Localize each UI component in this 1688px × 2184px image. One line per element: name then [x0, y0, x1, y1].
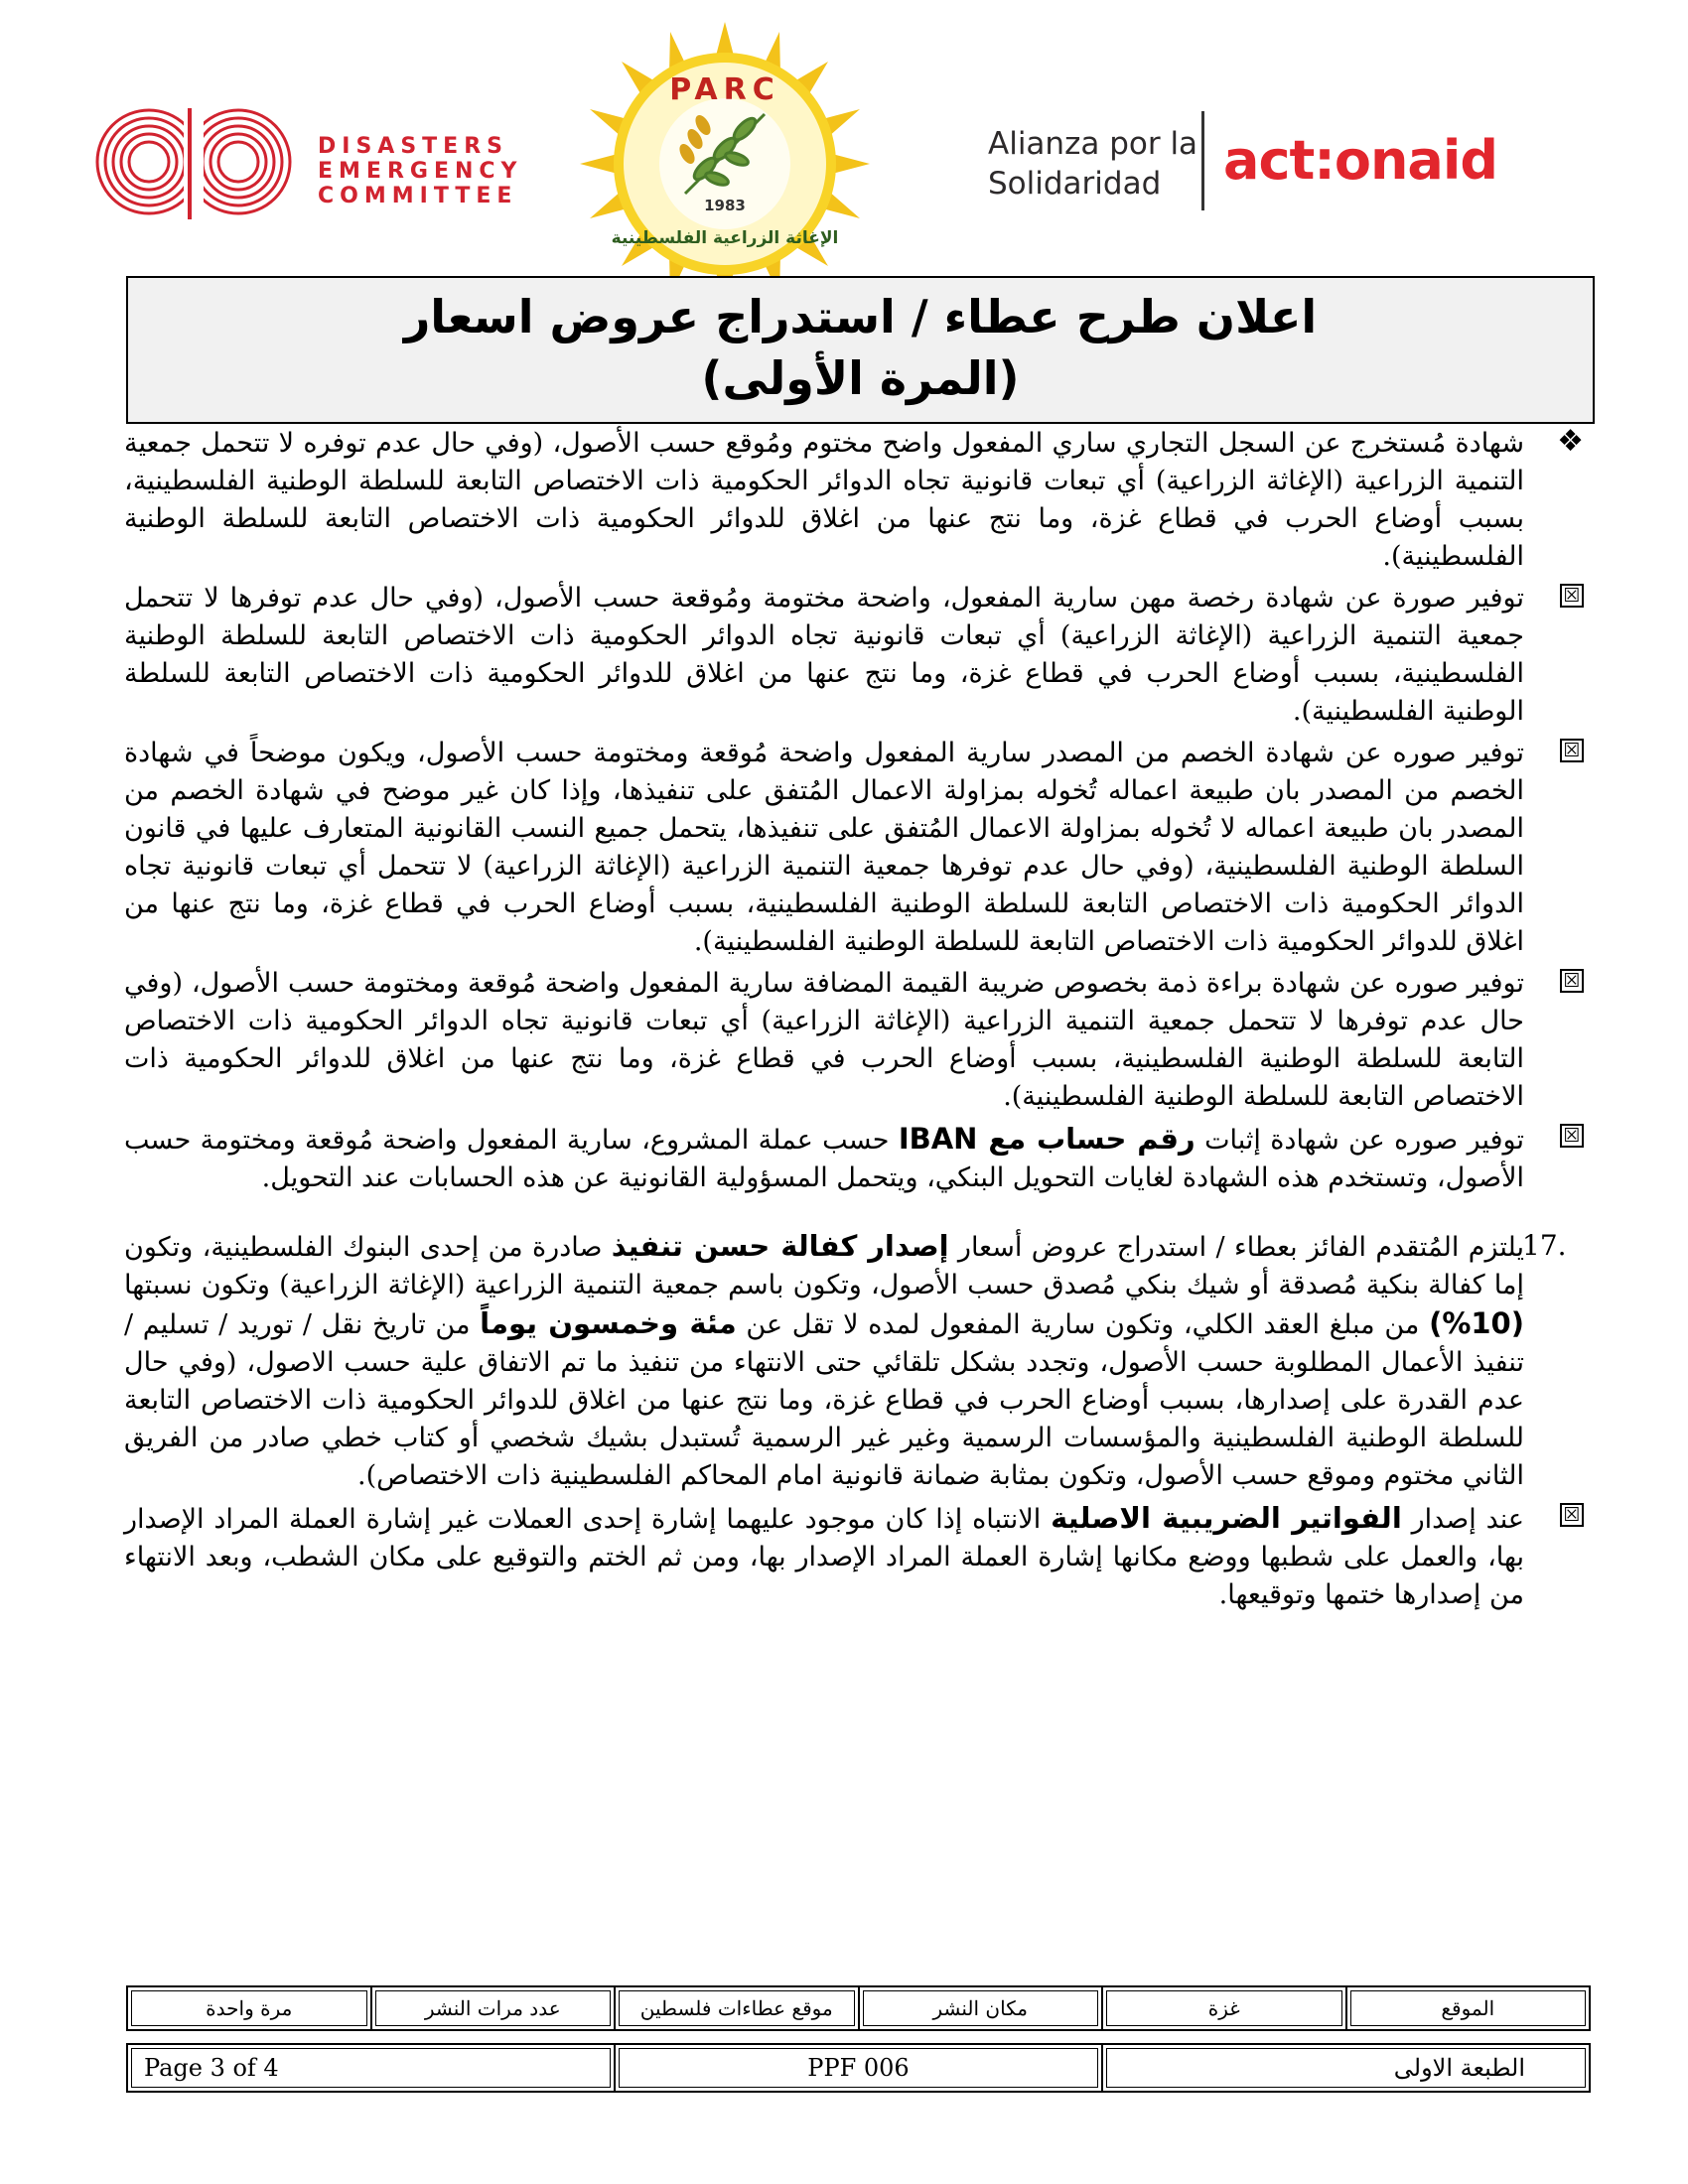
- parc-year: 1983: [704, 197, 746, 214]
- footer-cell: [371, 1986, 616, 2030]
- footer-cell: [1102, 2044, 1590, 2092]
- footer-form-code: PPF 006: [619, 2048, 1098, 2088]
- item-text-pre: عند إصدار: [1401, 1504, 1524, 1535]
- item-text: توفير صورة عن شهادة رخصة مهن سارية المفعول، واضحة مختومة ومُوقعة حسب الأصول، (وفي حال عدم توفرها لا تتحمل جمعية التنمية الزراعية (الإغاثة الزراعية) أي تبعات قانونية تجاه الدوائر الحكومية ذات الاختصاص التابعة للسلطة الوطنية الفلسطينية، بسبب أوضاع الحرب في قطاع غزة، وما نتج عنها من اغلاق للدوائر الحكومية ذات الاختصاص التابعة للسلطة الوطنية الفلسطينية).: [124, 583, 1524, 727]
- list-item-withholding-tax: [124, 735, 1581, 961]
- alianza-line1: Alianza por la: [988, 126, 1198, 162]
- parc-logo: [576, 20, 874, 308]
- item-text-pre: يلتزم المُتقدم الفائز بعطاء / استدراج عروض أسعار: [948, 1232, 1524, 1263]
- footer-value-publish-count: مرة واحدة: [131, 1990, 367, 2026]
- list-item-vat-clearance: [124, 965, 1581, 1116]
- item-text-mid1: صادرة من إحدى البنوك الفلسطينية، وتكون إما كفالة بنكية مُصدقة أو شيك بنكي مُصدق حسب الأصول، وتكون باسم جمعية التنمية الزراعية (الإغاثة الزراعية) وتكون نسبتها: [124, 1232, 1524, 1300]
- footer-cell: [127, 1986, 371, 2030]
- checkbox-bullet-icon: ☒: [1560, 739, 1584, 762]
- list-item-bank-account: [124, 1120, 1581, 1197]
- item-text-mid2: من مبلغ العقد الكلي، وتكون سارية المفعول لمده لا تقل عن: [736, 1309, 1430, 1340]
- diamond-bullet-icon: ❖: [1557, 424, 1584, 459]
- logo-divider: [1201, 111, 1204, 210]
- footer-page-table: [126, 2043, 1591, 2093]
- item-text-bold-days: مئة وخمسون يوماً: [480, 1306, 737, 1340]
- item-text-post: الانتباه إذا كان موجود عليهما إشارة إحدى العملات غير إشارة العملة المراد الإصدار بها، والعمل على شطبها ووضع مكانها إشارة العملة المراد الإصدار بها، ومن ثم الختم والتوقيع على مكان الشطب، وبعد الانتهاء من إصدارها ختمها وتوقيعها.: [124, 1504, 1524, 1610]
- dec-line1: DISASTERS: [318, 134, 508, 159]
- footer-cell: [1346, 1986, 1591, 2030]
- footer-label-publish-count: عدد مرات النشر: [375, 1990, 612, 2026]
- parc-name: PARC: [669, 72, 780, 107]
- footer-value-location: غزة: [1106, 1990, 1342, 2026]
- title-box: [126, 276, 1595, 424]
- footer-value-publish-place: موقع عطاءات فلسطين: [619, 1990, 855, 2026]
- list-item-professions-license: [124, 580, 1581, 731]
- page-subtitle: (المرة الأولى): [701, 351, 1020, 405]
- item-text-bold-bond: إصدار كفالة حسن تنفيذ: [611, 1229, 949, 1263]
- checkbox-bullet-icon: ☒: [1560, 969, 1584, 993]
- document-body: [124, 424, 1584, 1618]
- footer-cell: [615, 1986, 859, 2030]
- actionaid-logo: act:onaid: [1223, 129, 1498, 192]
- parc-arabic-name: الإغاثة الزراعية الفلسطينية: [611, 228, 839, 248]
- footer-edition: الطبعة الاولى: [1106, 2048, 1586, 2088]
- item-text: توفير صوره عن شهادة الخصم من المصدر سارية المفعول واضحة مُوقعة ومختومة حسب الأصول، ويكون موضحاً في شهادة الخصم من المصدر بان طبيعة اعماله تُخوله بمزاولة الاعمال المُتفق على تنفيذها، وإذا كان غير موضح في شهادة الخصم من المصدر بان طبيعة اعماله لا تُخوله بمزاولة الاعمال المُتفق على تنفيذها، يتحمل جميع النسب القانونية المتعارف عليها في قانون السلطة الوطنية الفلسطينية، (وفي حال عدم توفرها جمعية التنمية الزراعية (الإغاثة الزراعية) لا تتحمل أي تبعات قانونية تجاه الدوائر الحكومية ذات الاختصاص التابعة للسلطة الوطنية الفلسطينية، بسبب أوضاع الحرب في قطاع غزة، وما نتج عنها من اغلاق للدوائر الحكومية ذات الاختصاص التابعة للسلطة الوطنية الفلسطينية).: [124, 738, 1524, 957]
- footer-cell: [615, 2044, 1102, 2092]
- page-title: اعلان طرح عطاء / استدراج عروض اسعار: [403, 290, 1318, 343]
- dec-emblem-icon: [94, 94, 293, 233]
- item-text: توفير صوره عن شهادة براءة ذمة بخصوص ضريبة القيمة المضافة سارية المفعول واضحة مُوقعة ومختومة حسب الأصول، (وفي حال عدم توفرها لا تتحمل جمعية التنمية الزراعية (الإغاثة الزراعية) أي تبعات قانونية تجاه الدوائر الحكومية ذات الاختصاص التابعة للسلطة الوطنية الفلسطينية، بسبب أوضاع الحرب في قطاع غزة، وما نتج عنها من اغلاق للدوائر الحكومية ذات الاختصاص التابعة للسلطة الوطنية الفلسطينية).: [124, 968, 1524, 1112]
- checkbox-bullet-icon: ☒: [1560, 1503, 1584, 1527]
- item-text: شهادة مُستخرج عن السجل التجاري ساري المفعول واضح مختوم ومُوقع حسب الأصول، (وفي حال عدم توفره لا تتحمل جمعية التنمية الزراعية (الإغاثة الزراعية) أي تبعات قانونية تجاه الدوائر الحكومية ذات الاختصاص التابعة للسلطة الوطنية الفلسطينية، بسبب أوضاع الحرب في قطاع غزة، وما نتج عنها من اغلاق للدوائر الحكومية ذات الاختصاص التابعة للسلطة الوطنية الفلسطينية).: [124, 428, 1524, 572]
- alianza-logo: [988, 124, 1197, 204]
- footer-cell: [127, 2044, 615, 2092]
- item-number: 17.: [1522, 1229, 1567, 1262]
- item-text-bold: رقم حساب مع IBAN: [898, 1122, 1196, 1156]
- footer-info-table: [126, 1985, 1591, 2031]
- checkbox-bullet-icon: ☒: [1560, 584, 1584, 608]
- dec-line2: EMERGENCY: [318, 159, 523, 184]
- item-text-post: من تاريخ نقل / توريد / تسليم / تنفيذ الأعمال المطلوبة حسب الأصول، وتجدد بشكل تلقائي حتى الانتهاء من تنفيذ ما تم الاتفاق علية حسب الاصول، (وفي حال عدم القدرة على إصدارها، بسبب أوضاع الحرب في قطاع غزة، وما نتج عنها من اغلاق للدوائر الحكومية ذات الاختصاص التابعة للسلطة الوطنية الفلسطينية والمؤسسات الرسمية وغير غير الرسمية تُستبدل بشيك شخصي أو كتاب خطي صادر من الفريق الثاني مختوم وموقع حسب الأصول، وتكون بمثابة ضمانة قانونية امام المحاكم الفلسطينية ذات الاختصاص).: [124, 1309, 1524, 1491]
- list-item-17-performance-bond: [124, 1227, 1567, 1495]
- parc-sun-emblem-icon: [576, 20, 874, 308]
- item-text-bold-percent: (10%): [1429, 1306, 1524, 1340]
- dec-logo: [94, 94, 541, 233]
- item-text-bold: الفواتير الضريبية الاصلية: [1051, 1501, 1402, 1535]
- dec-name: [318, 134, 522, 208]
- list-item-tax-invoices: [124, 1499, 1581, 1614]
- footer-cell: [859, 1986, 1103, 2030]
- checkbox-bullet-icon: ☒: [1560, 1124, 1584, 1148]
- dec-line3: COMMITTEE: [318, 184, 518, 208]
- footer-page-number: Page 3 of 4: [131, 2048, 611, 2088]
- footer-cell: [1102, 1986, 1346, 2030]
- footer-label-location: الموقع: [1350, 1990, 1587, 2026]
- item-text-pre: توفير صوره عن شهادة إثبات: [1195, 1125, 1524, 1156]
- item-text-post: حسب عملة المشروع، سارية المفعول واضحة مُوقعة ومختومة حسب الأصول، وتستخدم هذه الشهادة لغايات التحويل البنكي، ويتحمل المسؤولية القانونية عن هذه الحسابات عند التحويل.: [124, 1125, 1524, 1193]
- alianza-line2: Solidaridad: [988, 166, 1162, 202]
- footer-label-publish-place: مكان النشر: [863, 1990, 1099, 2026]
- list-item-commercial-register: [124, 424, 1584, 576]
